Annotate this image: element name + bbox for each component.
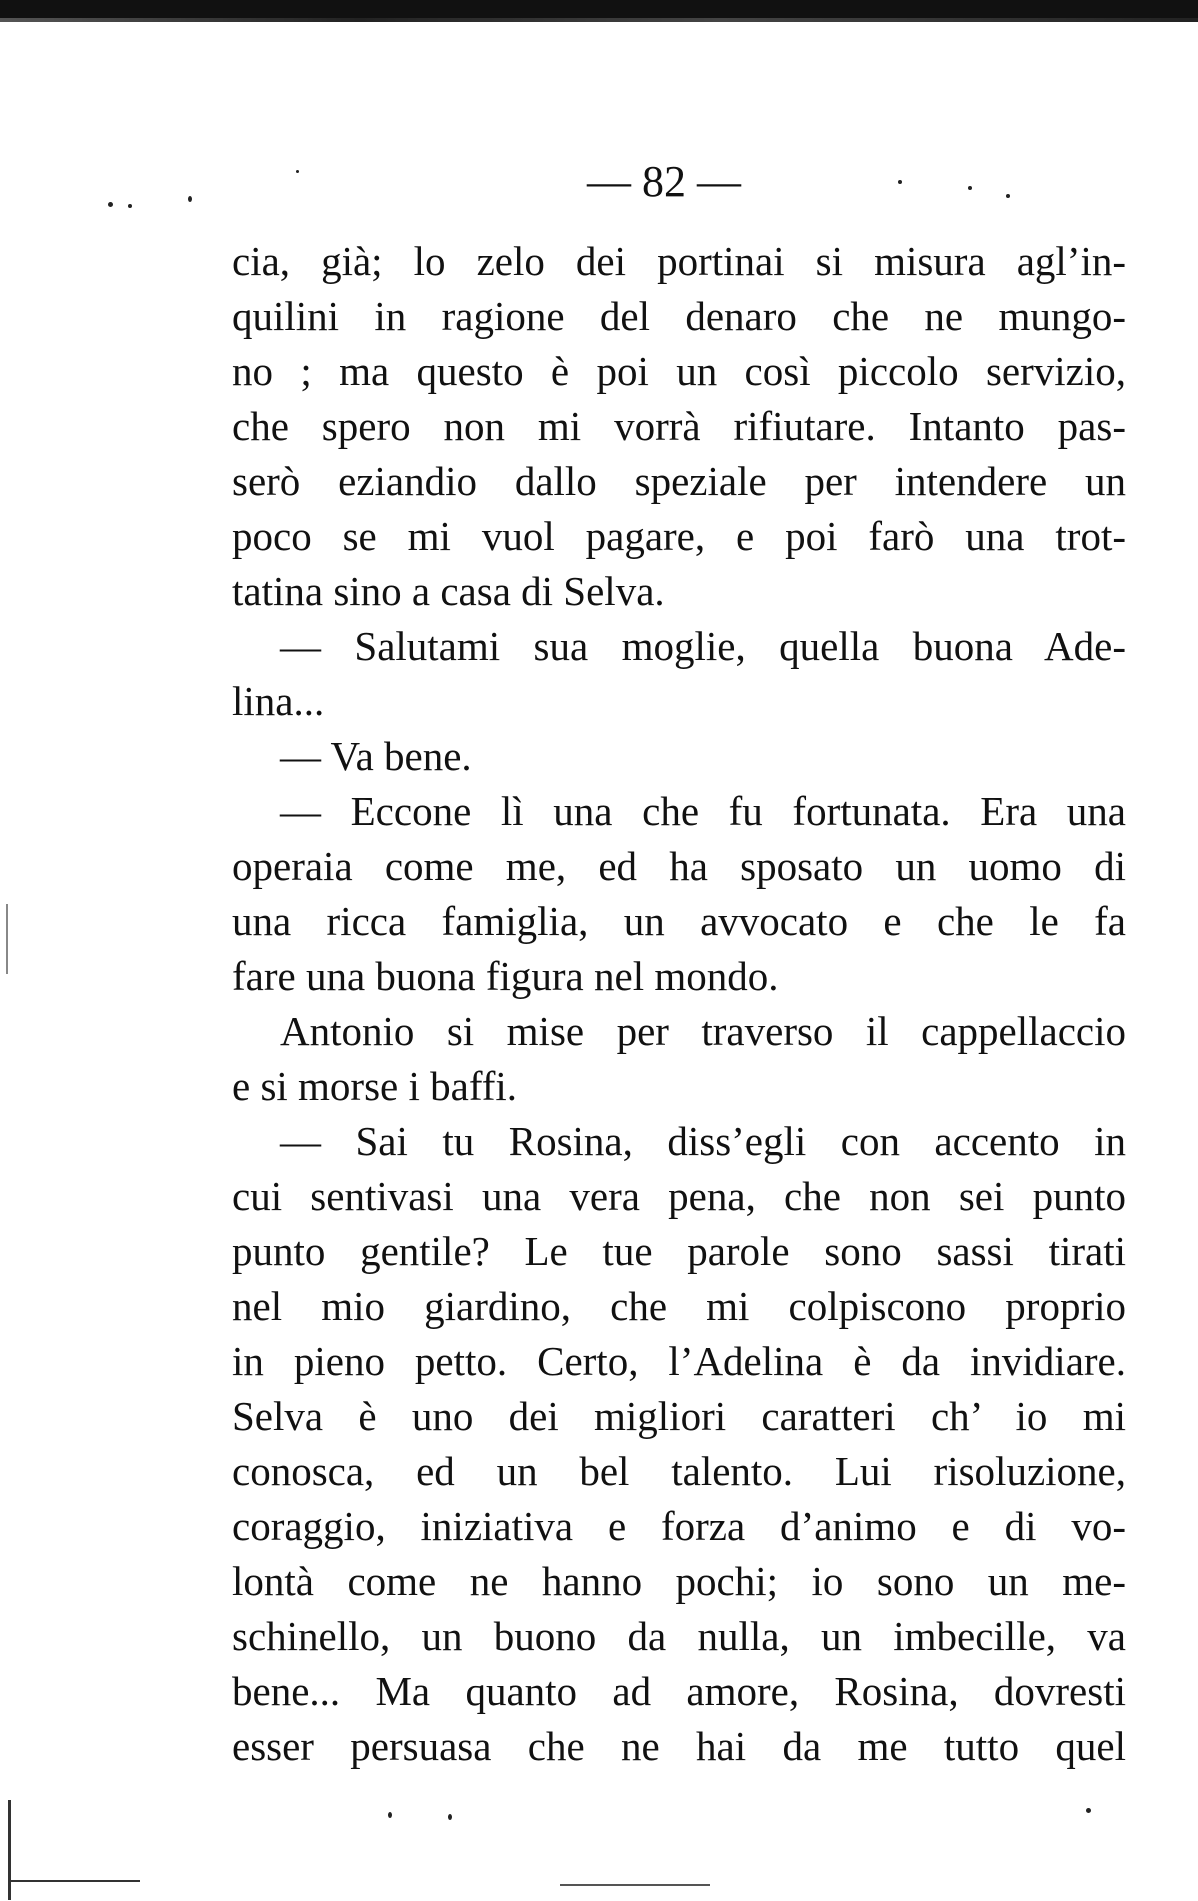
scan-speck	[388, 1812, 392, 1818]
text-line: — Sai tu Rosina, diss’egli con accento in	[280, 1118, 1126, 1164]
text-line: coraggio, iniziativa e forza d’animo e di vo-	[232, 1503, 1126, 1549]
scan-margin-mark	[6, 904, 8, 974]
scan-margin-mark	[8, 1800, 11, 1900]
text-line: quilini in ragione del denaro che ne mungo-	[232, 293, 1126, 339]
scan-margin-mark	[560, 1884, 710, 1886]
text-line: una ricca famiglia, un avvocato e che le fa	[232, 898, 1126, 944]
text-line: in pieno petto. Certo, l’Adelina è da invidiare.	[232, 1338, 1126, 1384]
text-line: bene... Ma quanto ad amore, Rosina, dovresti	[232, 1668, 1126, 1714]
text-line: conosca, ed un bel talento. Lui risoluzione,	[232, 1448, 1126, 1494]
scan-speck	[1006, 194, 1010, 198]
text-line: poco se mi vuol pagare, e poi farò una trot-	[232, 513, 1126, 559]
text-line: esser persuasa che ne hai da me tutto quel	[232, 1723, 1126, 1769]
page-number: — 82 —	[587, 157, 741, 206]
text-line: — Salutami sua moglie, quella buona Ade-	[280, 623, 1126, 669]
text-line: lina...	[232, 678, 325, 724]
text-line: punto gentile? Le tue parole sono sassi tirati	[232, 1228, 1126, 1274]
scan-speck	[1086, 1808, 1091, 1813]
top-border-rule	[0, 0, 1198, 18]
text-line: — Eccone lì una che fu fortunata. Era una	[280, 788, 1126, 834]
scan-speck	[898, 180, 902, 184]
body-text	[232, 234, 1126, 1774]
text-line: lontà come ne hanno pochi; io sono un me-	[232, 1558, 1126, 1604]
scan-speck	[296, 170, 299, 173]
scan-speck	[128, 204, 132, 208]
text-line: cia, già; lo zelo dei portinai si misura agl’in-	[232, 238, 1126, 284]
scan-speck	[108, 202, 113, 207]
text-line: serò eziandio dallo speziale per intendere un	[232, 458, 1126, 504]
text-line: operaia come me, ed ha sposato un uomo di	[232, 843, 1126, 889]
scan-speck	[448, 1814, 452, 1820]
text-line: nel mio giardino, che mi colpiscono proprio	[232, 1283, 1126, 1329]
text-line: e si morse i baffi.	[232, 1063, 518, 1109]
text-line: schinello, un buono da nulla, un imbecille, va	[232, 1613, 1126, 1659]
text-line: no ; ma questo è poi un così piccolo servizio,	[232, 348, 1126, 394]
text-line: — Va bene.	[280, 733, 472, 779]
text-line: che spero non mi vorrà rifiutare. Intanto pas-	[232, 403, 1126, 449]
text-line: tatina sino a casa di Selva.	[232, 568, 665, 614]
text-line: Antonio si mise per traverso il cappellaccio	[280, 1008, 1126, 1054]
scan-speck	[188, 196, 192, 202]
text-line: Selva è uno dei migliori caratteri ch’ io mi	[232, 1393, 1126, 1439]
text-line: cui sentivasi una vera pena, che non sei punto	[232, 1173, 1126, 1219]
text-line: fare una buona figura nel mondo.	[232, 953, 779, 999]
scan-speck	[968, 186, 972, 190]
scan-margin-mark	[10, 1880, 140, 1882]
